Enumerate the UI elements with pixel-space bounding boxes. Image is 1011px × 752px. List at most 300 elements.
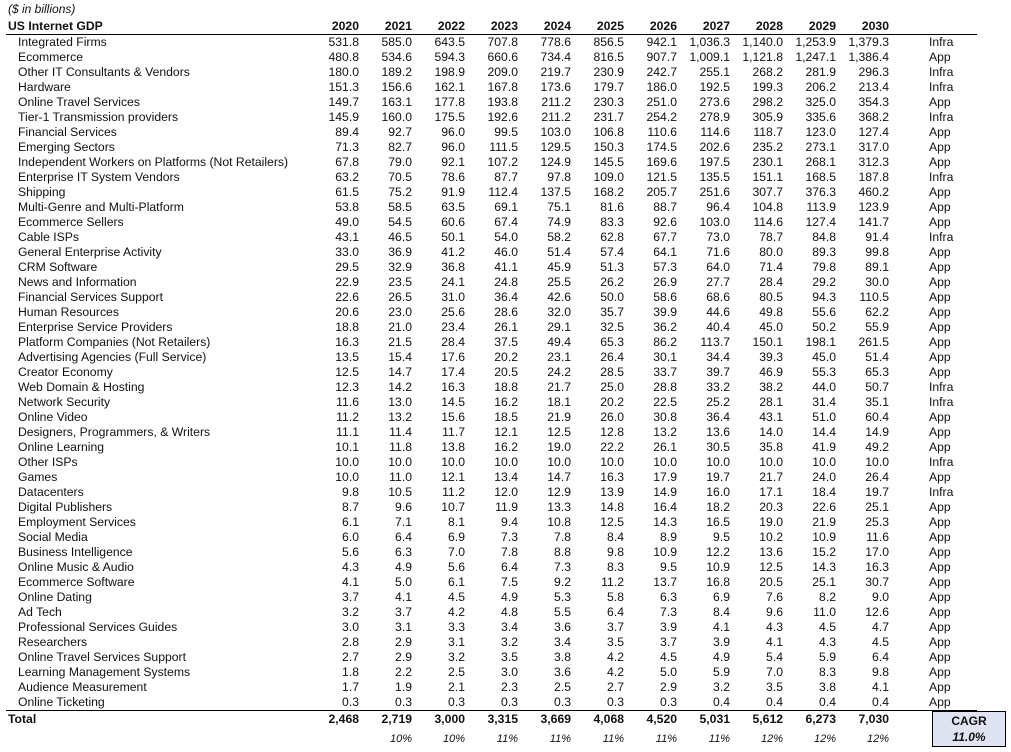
row-value: 28.8 <box>653 380 677 394</box>
row-value: 3.8 <box>554 650 571 664</box>
row-value: 71.4 <box>759 260 783 274</box>
table-row <box>6 425 977 440</box>
table-row <box>6 680 977 695</box>
row-value: 16.3 <box>335 335 359 349</box>
table-row <box>6 335 977 350</box>
row-value: 168.5 <box>805 170 836 184</box>
row-gap <box>889 575 927 590</box>
table-row <box>6 275 977 290</box>
row-value: 1.7 <box>342 680 359 694</box>
row-type: App <box>929 650 951 664</box>
row-label: Online Travel Services Support <box>18 650 186 664</box>
table-row <box>6 110 977 125</box>
table-row <box>6 650 977 665</box>
row-value: 8.2 <box>819 590 836 604</box>
row-gap <box>889 695 927 711</box>
row-value: 97.8 <box>547 170 571 184</box>
row-gap <box>889 395 927 410</box>
growth-value: 12% <box>813 733 836 745</box>
row-value: 50.1 <box>441 230 465 244</box>
row-value: 49.0 <box>335 215 359 229</box>
row-type: App <box>929 215 951 229</box>
table-row <box>6 215 977 230</box>
row-value: 298.2 <box>752 95 783 109</box>
row-label: Ecommerce Sellers <box>18 215 124 229</box>
row-value: 89.4 <box>335 125 359 139</box>
row-value: 109.0 <box>593 170 624 184</box>
row-value: 643.5 <box>434 35 465 49</box>
row-value: 17.9 <box>653 470 677 484</box>
row-value: 4.9 <box>501 590 518 604</box>
row-value: 63.2 <box>335 170 359 184</box>
row-value: 14.3 <box>812 560 836 574</box>
row-type: App <box>929 530 951 544</box>
row-value: 123.9 <box>858 200 889 214</box>
row-value: 92.7 <box>388 125 412 139</box>
row-value: 67.8 <box>335 155 359 169</box>
row-value: 21.0 <box>388 320 412 334</box>
row-value: 3.6 <box>554 665 571 679</box>
row-value: 16.0 <box>706 485 730 499</box>
row-value: 67.4 <box>494 215 518 229</box>
row-value: 192.5 <box>699 80 730 94</box>
row-value: 230.1 <box>752 155 783 169</box>
row-type: App <box>929 545 951 559</box>
row-value: 7.3 <box>501 530 518 544</box>
row-value: 0.3 <box>448 695 465 709</box>
year-header: 2020 <box>306 19 359 35</box>
row-type: Infra <box>929 380 954 394</box>
row-value: 3.9 <box>713 635 730 649</box>
row-value: 17.4 <box>441 365 465 379</box>
row-value: 25.0 <box>600 380 624 394</box>
row-value: 209.0 <box>487 65 518 79</box>
header-type <box>927 19 977 35</box>
row-label: CRM Software <box>18 260 98 274</box>
year-header: 2029 <box>783 19 836 35</box>
row-value: 13.9 <box>600 485 624 499</box>
row-value: 9.6 <box>395 500 412 514</box>
row-value: 57.4 <box>600 245 624 259</box>
row-value: 7.8 <box>554 530 571 544</box>
row-type: Infra <box>929 455 954 469</box>
row-value: 18.5 <box>494 410 518 424</box>
row-type: Infra <box>929 485 954 499</box>
row-value: 4.1 <box>872 680 889 694</box>
row-value: 22.9 <box>335 275 359 289</box>
row-label: Network Security <box>18 395 111 409</box>
row-value: 96.4 <box>706 200 730 214</box>
row-gap <box>889 35 927 51</box>
row-value: 3.5 <box>607 635 624 649</box>
row-value: 16.8 <box>706 575 730 589</box>
table-row <box>6 155 977 170</box>
row-value: 14.9 <box>653 485 677 499</box>
row-value: 480.8 <box>328 50 359 64</box>
row-gap <box>889 140 927 155</box>
row-type: App <box>929 440 951 454</box>
row-value: 169.6 <box>646 155 677 169</box>
row-value: 21.9 <box>812 515 836 529</box>
row-value: 5.9 <box>713 665 730 679</box>
row-value: 11.0 <box>389 470 412 484</box>
row-value: 12.5 <box>759 560 783 574</box>
row-value: 242.7 <box>646 65 677 79</box>
row-gap <box>889 125 927 140</box>
year-header: 2027 <box>677 19 730 35</box>
row-value: 51.0 <box>812 410 836 424</box>
row-value: 79.0 <box>388 155 412 169</box>
row-value: 10.7 <box>441 500 465 514</box>
row-value: 28.4 <box>441 335 465 349</box>
row-value: 114.6 <box>700 125 730 139</box>
row-value: 55.6 <box>812 305 836 319</box>
row-value: 5.6 <box>448 560 465 574</box>
row-value: 7.3 <box>660 605 677 619</box>
row-value: 1,140.0 <box>742 35 783 49</box>
row-value: 49.2 <box>865 440 889 454</box>
row-value: 10.0 <box>441 455 465 469</box>
header-gap <box>889 19 927 35</box>
row-type: Infra <box>929 230 954 244</box>
row-gap <box>889 440 927 455</box>
row-value: 65.3 <box>865 365 889 379</box>
row-gap <box>889 200 927 215</box>
row-value: 12.3 <box>335 380 359 394</box>
row-gap <box>889 215 927 230</box>
row-type: App <box>929 200 951 214</box>
row-value: 8.3 <box>819 665 836 679</box>
row-value: 4.1 <box>766 635 783 649</box>
row-value: 0.3 <box>607 695 624 709</box>
row-type: App <box>929 140 951 154</box>
row-value: 11.6 <box>336 395 359 409</box>
row-type: App <box>929 695 951 709</box>
row-value: 3.3 <box>448 620 465 634</box>
row-value: 205.7 <box>646 185 677 199</box>
row-value: 99.5 <box>494 125 518 139</box>
row-value: 5.4 <box>766 650 783 664</box>
row-value: 13.2 <box>388 410 412 424</box>
row-value: 17.0 <box>865 545 889 559</box>
row-value: 3.5 <box>501 650 518 664</box>
row-value: 230.3 <box>593 95 624 109</box>
row-value: 6.0 <box>342 530 359 544</box>
row-value: 3.1 <box>448 635 465 649</box>
row-value: 268.2 <box>752 65 783 79</box>
row-value: 9.6 <box>766 605 783 619</box>
row-value: 80.0 <box>759 245 783 259</box>
row-type: App <box>929 425 951 439</box>
row-value: 86.2 <box>653 335 677 349</box>
row-value: 37.5 <box>494 335 518 349</box>
year-header: 2021 <box>359 19 412 35</box>
row-value: 68.6 <box>706 290 730 304</box>
row-value: 1,247.1 <box>795 50 836 64</box>
row-value: 3.9 <box>660 620 677 634</box>
row-gap <box>889 485 927 500</box>
row-value: 179.7 <box>593 80 624 94</box>
row-value: 29.1 <box>547 320 571 334</box>
row-value: 50.2 <box>812 320 836 334</box>
row-type: App <box>929 245 951 259</box>
row-type: App <box>929 575 951 589</box>
growth-value <box>306 732 359 747</box>
row-value: 29.2 <box>812 275 836 289</box>
row-value: 8.8 <box>554 545 571 559</box>
row-value: 43.1 <box>335 230 359 244</box>
row-value: 10.0 <box>706 455 730 469</box>
row-value: 123.0 <box>805 125 836 139</box>
row-value: 23.1 <box>547 350 571 364</box>
row-gap <box>889 425 927 440</box>
row-value: 168.2 <box>593 185 624 199</box>
row-type: App <box>929 260 951 274</box>
row-value: 13.3 <box>547 500 571 514</box>
row-value: 35.8 <box>759 440 783 454</box>
row-value: 296.3 <box>858 65 889 79</box>
row-value: 19.7 <box>865 485 889 499</box>
row-value: 7.3 <box>554 560 571 574</box>
table-row <box>6 50 977 65</box>
row-value: 254.2 <box>646 110 677 124</box>
row-value: 2.7 <box>607 680 624 694</box>
row-value: 10.0 <box>388 455 412 469</box>
row-value: 34.4 <box>706 350 730 364</box>
row-value: 325.0 <box>805 95 836 109</box>
row-value: 4.1 <box>713 620 730 634</box>
row-value: 6.4 <box>501 560 518 574</box>
row-value: 14.2 <box>388 380 412 394</box>
row-value: 36.4 <box>706 410 730 424</box>
row-label: Other IT Consultants & Vendors <box>18 65 190 79</box>
row-gap <box>889 680 927 695</box>
row-value: 36.2 <box>653 320 677 334</box>
row-gap <box>889 230 927 245</box>
row-value: 6.3 <box>660 590 677 604</box>
row-value: 3.1 <box>395 620 412 634</box>
row-value: 18.1 <box>547 395 571 409</box>
row-gap <box>889 65 927 80</box>
row-value: 6.9 <box>713 590 730 604</box>
row-value: 8.9 <box>660 530 677 544</box>
row-value: 460.2 <box>858 185 889 199</box>
total-value: 5,612 <box>730 711 783 729</box>
row-value: 74.9 <box>547 215 571 229</box>
units-note: ($ in billions) <box>8 2 76 16</box>
total-gap <box>889 711 927 729</box>
row-value: 3.7 <box>660 635 677 649</box>
row-value: 92.1 <box>441 155 465 169</box>
row-value: 20.2 <box>600 395 624 409</box>
row-value: 36.8 <box>441 260 465 274</box>
row-label: Business Intelligence <box>18 545 133 559</box>
row-value: 3.2 <box>713 680 730 694</box>
row-value: 20.5 <box>759 575 783 589</box>
row-value: 163.1 <box>381 95 412 109</box>
row-value: 162.1 <box>434 80 465 94</box>
row-label: Datacenters <box>18 485 84 499</box>
table-header-row <box>6 19 977 35</box>
table-row <box>6 65 977 80</box>
row-type: App <box>929 155 951 169</box>
total-value: 6,273 <box>783 711 836 729</box>
row-gap <box>889 410 927 425</box>
row-value: 13.4 <box>494 470 518 484</box>
row-value: 2.8 <box>342 635 359 649</box>
row-value: 26.1 <box>653 440 677 454</box>
row-label: Ecommerce Software <box>18 575 135 589</box>
row-label: Online Travel Services <box>18 95 140 109</box>
row-value: 23.0 <box>388 305 412 319</box>
row-value: 907.7 <box>646 50 677 64</box>
row-value: 13.0 <box>388 395 412 409</box>
row-value: 81.6 <box>600 200 624 214</box>
row-value: 160.0 <box>381 110 412 124</box>
row-value: 57.3 <box>653 260 677 274</box>
row-value: 129.5 <box>540 140 571 154</box>
row-gap <box>889 545 927 560</box>
table-row <box>6 440 977 455</box>
row-value: 11.6 <box>866 530 889 544</box>
row-value: 65.3 <box>600 335 624 349</box>
row-value: 8.4 <box>713 605 730 619</box>
row-value: 660.6 <box>487 50 518 64</box>
growth-value: 11% <box>549 733 571 745</box>
table-row <box>6 125 977 140</box>
row-value: 32.5 <box>600 320 624 334</box>
row-value: 103.0 <box>540 125 571 139</box>
row-value: 173.6 <box>540 80 571 94</box>
row-value: 11.1 <box>336 425 359 439</box>
row-value: 1,009.1 <box>689 50 730 64</box>
row-value: 55.9 <box>865 320 889 334</box>
row-gap <box>889 560 927 575</box>
row-value: 83.3 <box>600 215 624 229</box>
row-type: Infra <box>929 395 954 409</box>
row-value: 17.1 <box>759 485 783 499</box>
table-row <box>6 305 977 320</box>
row-value: 12.5 <box>547 425 571 439</box>
row-value: 10.0 <box>335 455 359 469</box>
table-row <box>6 695 977 711</box>
growth-row <box>6 732 977 747</box>
row-value: 11.4 <box>389 425 412 439</box>
row-label: Shipping <box>18 185 66 199</box>
total-value: 7,030 <box>836 711 889 729</box>
table-row <box>6 560 977 575</box>
row-value: 278.9 <box>699 110 730 124</box>
row-value: 114.6 <box>753 215 783 229</box>
row-value: 49.8 <box>759 305 783 319</box>
row-value: 25.3 <box>865 515 889 529</box>
row-value: 1,386.4 <box>848 50 889 64</box>
row-value: 15.2 <box>812 545 836 559</box>
row-value: 112.4 <box>488 185 518 199</box>
row-gap <box>889 650 927 665</box>
row-value: 78.6 <box>441 170 465 184</box>
row-value: 251.0 <box>646 95 677 109</box>
row-type: App <box>929 365 951 379</box>
row-value: 3.6 <box>554 620 571 634</box>
row-value: 150.3 <box>593 140 624 154</box>
row-value: 5.0 <box>660 665 677 679</box>
row-value: 58.2 <box>547 230 571 244</box>
table-row <box>6 485 977 500</box>
row-value: 9.5 <box>660 560 677 574</box>
row-value: 21.7 <box>759 470 783 484</box>
row-label: Financial Services <box>18 125 117 139</box>
row-type: Infra <box>929 80 954 94</box>
row-value: 44.0 <box>812 380 836 394</box>
row-value: 14.5 <box>441 395 465 409</box>
row-value: 54.0 <box>494 230 518 244</box>
row-value: 193.8 <box>487 95 518 109</box>
row-value: 6.9 <box>448 530 465 544</box>
row-value: 21.9 <box>547 410 571 424</box>
row-value: 12.9 <box>547 485 571 499</box>
row-value: 2.2 <box>395 665 412 679</box>
row-value: 9.4 <box>501 515 518 529</box>
row-type: App <box>929 410 951 424</box>
row-value: 26.5 <box>388 290 412 304</box>
row-gap <box>889 305 927 320</box>
row-value: 206.2 <box>805 80 836 94</box>
row-gap <box>889 635 927 650</box>
row-value: 33.2 <box>706 380 730 394</box>
row-gap <box>889 335 927 350</box>
row-value: 39.7 <box>706 365 730 379</box>
row-label: Online Ticketing <box>18 695 105 709</box>
row-type: App <box>929 335 951 349</box>
growth-value: 11% <box>708 733 730 745</box>
row-label: Emerging Sectors <box>18 140 115 154</box>
row-gap <box>889 665 927 680</box>
row-gap <box>889 275 927 290</box>
row-value: 2.9 <box>395 635 412 649</box>
table-row <box>6 380 977 395</box>
row-value: 1,121.8 <box>742 50 783 64</box>
row-value: 4.7 <box>872 620 889 634</box>
row-value: 14.8 <box>600 500 624 514</box>
row-value: 335.6 <box>805 110 836 124</box>
row-value: 22.5 <box>653 395 677 409</box>
row-value: 9.8 <box>342 485 359 499</box>
row-value: 79.8 <box>812 260 836 274</box>
table-row <box>6 530 977 545</box>
row-value: 11.2 <box>442 485 465 499</box>
table-row <box>6 515 977 530</box>
row-label: Advertising Agencies (Full Service) <box>18 350 207 364</box>
total-label: Total <box>6 711 306 729</box>
row-value: 96.0 <box>441 140 465 154</box>
row-value: 13.8 <box>441 440 465 454</box>
table-row <box>6 455 977 470</box>
row-value: 0.4 <box>766 695 783 709</box>
row-value: 20.5 <box>494 365 518 379</box>
row-value: 2.5 <box>448 665 465 679</box>
row-value: 121.5 <box>646 170 677 184</box>
row-gap <box>889 110 927 125</box>
total-value: 2,468 <box>306 711 359 729</box>
row-value: 10.2 <box>759 530 783 544</box>
row-value: 104.8 <box>752 200 783 214</box>
row-label: Games <box>18 470 58 484</box>
table-row <box>6 410 977 425</box>
row-gap <box>889 620 927 635</box>
table-row <box>6 350 977 365</box>
row-value: 118.7 <box>753 125 783 139</box>
